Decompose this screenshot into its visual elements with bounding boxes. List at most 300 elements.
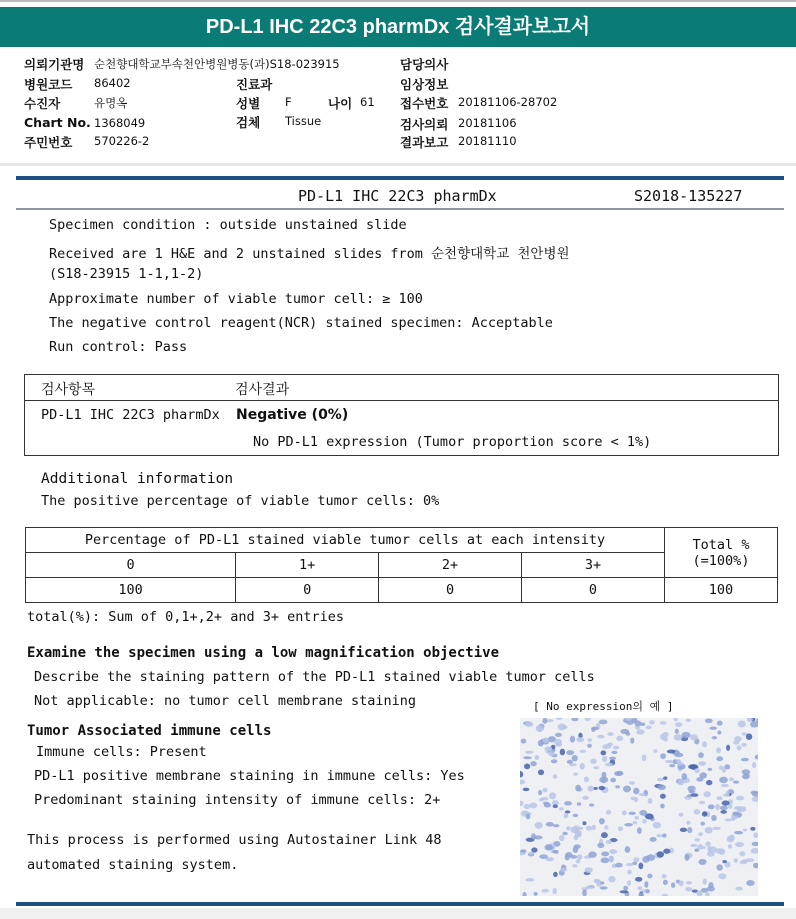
cell-nucleus [674, 753, 683, 757]
cell-nucleus [709, 726, 717, 729]
cell-nucleus [559, 835, 564, 841]
cell-nucleus [604, 825, 608, 829]
cell-nucleus [605, 763, 614, 767]
examine-line: Describe the staining pattern of the PD-L1 stained viable tumor cells [34, 669, 595, 685]
cell-nucleus [577, 802, 581, 805]
cell-nucleus [599, 818, 605, 824]
cell-nucleus [564, 813, 568, 819]
cell-nucleus [660, 804, 665, 809]
cell-nucleus [722, 860, 726, 863]
cell-nucleus [572, 864, 577, 867]
result-detail: No PD-L1 expression (Tumor proportion score < 1%) [253, 434, 652, 450]
cell-nucleus [549, 792, 556, 799]
cell-nucleus [525, 751, 533, 754]
cell-nucleus [623, 785, 631, 792]
cell-nucleus [576, 859, 581, 863]
cell-nucleus [698, 832, 703, 836]
cell-nucleus [663, 732, 669, 737]
cell-nucleus [706, 780, 712, 785]
institution-value: 순천향대학교부속천안병원병동(과)S18-023915 [94, 57, 340, 71]
cell-nucleus [530, 761, 536, 766]
process-line: This process is performed using Autostainer Link 48 [27, 832, 442, 848]
cell-nucleus [542, 718, 547, 724]
report-number: S2018-135227 [634, 187, 743, 205]
cell-nucleus [667, 750, 676, 754]
hospital-code-value: 86402 [94, 76, 131, 90]
cell-nucleus [733, 780, 739, 783]
cell-nucleus [573, 773, 578, 776]
examine-line: Not applicable: no tumor cell membrane staining [34, 693, 417, 709]
cell-nucleus [629, 781, 635, 784]
cell-nucleus [542, 788, 547, 793]
cell-nucleus [584, 776, 589, 782]
cell-nucleus [564, 801, 572, 805]
cell-nucleus [601, 857, 610, 863]
cell-nucleus [525, 722, 534, 727]
cell-nucleus [718, 873, 726, 879]
cell-nucleus [642, 856, 649, 863]
cell-nucleus [707, 768, 712, 771]
cell-nucleus [542, 737, 548, 742]
cell-nucleus [663, 880, 668, 885]
cell-nucleus [595, 879, 600, 884]
age-label: 나이 [328, 96, 353, 111]
cell-nucleus [717, 721, 723, 726]
cell-nucleus [529, 803, 537, 809]
cell-nucleus [720, 806, 728, 811]
cell-nucleus [598, 786, 605, 790]
cell-nucleus [587, 744, 592, 748]
cell-nucleus [698, 761, 706, 766]
cell-nucleus [660, 753, 666, 759]
cell-nucleus [531, 847, 537, 852]
cell-nucleus [743, 828, 747, 831]
cell-nucleus [546, 822, 554, 827]
clinical-label: 임상정보 [400, 77, 449, 92]
request-value: 20181106 [458, 116, 517, 130]
cell-nucleus [702, 812, 708, 817]
process-line: automated staining system. [27, 857, 239, 873]
top-blue-bar [16, 176, 784, 180]
cell-nucleus [607, 732, 614, 736]
cell-nucleus [592, 825, 596, 831]
chart-label: Chart No. [24, 115, 91, 130]
cell-nucleus [734, 831, 743, 835]
cell-nucleus [694, 838, 700, 842]
grey-line [16, 208, 784, 210]
cell-nucleus [734, 858, 738, 863]
cell-nucleus [553, 804, 558, 808]
cell-nucleus [719, 777, 728, 784]
cell-nucleus [599, 777, 608, 783]
cell-nucleus [686, 881, 692, 884]
cell-nucleus [728, 844, 732, 848]
bottom-blue-bar [16, 902, 784, 906]
cell-nucleus [657, 778, 664, 781]
bottom-area [0, 908, 796, 919]
cell-nucleus [575, 831, 581, 838]
intensity-2: 2+ [379, 553, 522, 578]
cell-nucleus [526, 814, 531, 819]
cell-nucleus [606, 840, 612, 844]
cell-nucleus [613, 746, 619, 750]
cell-nucleus [741, 743, 746, 747]
cell-nucleus [699, 801, 706, 804]
cell-nucleus [553, 774, 558, 778]
cell-nucleus [524, 764, 530, 770]
cell-nucleus [566, 826, 571, 830]
detail-line: The negative control reagent(NCR) stained specimen: Acceptable [49, 315, 553, 331]
cell-nucleus [627, 870, 632, 875]
cell-nucleus [560, 868, 568, 872]
cell-nucleus [657, 851, 665, 857]
immune-line: PD-L1 positive membrane staining in immune cells: Yes [34, 768, 465, 784]
result-box [24, 374, 779, 456]
total-header: Total % (=100%) [665, 528, 778, 578]
cell-nucleus [691, 793, 699, 797]
cell-nucleus [684, 854, 689, 861]
cell-nucleus [538, 769, 544, 775]
value-1: 0 [236, 578, 379, 603]
cell-nucleus [679, 880, 684, 886]
cell-nucleus [653, 749, 657, 753]
cell-nucleus [690, 734, 698, 740]
cell-nucleus [630, 738, 634, 744]
cell-nucleus [535, 822, 543, 829]
cell-nucleus [552, 888, 556, 894]
cell-nucleus [716, 796, 722, 800]
detail-line: Approximate number of viable tumor cell: ≥ 100 [49, 291, 423, 307]
cell-nucleus [659, 721, 666, 725]
cell-nucleus [600, 886, 608, 889]
accession-value: 20181106-28702 [458, 95, 558, 109]
cell-nucleus [677, 779, 684, 785]
result-header-item: 검사항목 [41, 382, 96, 398]
cell-nucleus [708, 804, 715, 809]
cell-nucleus [609, 849, 617, 854]
cell-nucleus [642, 755, 647, 761]
cell-nucleus [645, 889, 649, 893]
cell-nucleus [622, 810, 627, 815]
cell-nucleus [705, 841, 710, 846]
cell-nucleus [548, 751, 554, 756]
cell-nucleus [589, 803, 594, 806]
cell-nucleus [579, 750, 586, 753]
cell-nucleus [535, 755, 540, 760]
cell-nucleus [573, 814, 579, 818]
cell-nucleus [601, 832, 608, 838]
total-value: 100 [665, 578, 778, 603]
cell-nucleus [538, 790, 542, 795]
cell-nucleus [657, 784, 666, 790]
cell-nucleus [663, 849, 670, 854]
cell-nucleus [685, 887, 692, 891]
cell-nucleus [722, 766, 727, 773]
cell-nucleus [665, 760, 673, 763]
cell-nucleus [615, 785, 620, 788]
additional-text: The positive percentage of viable tumor cells: 0% [41, 493, 440, 509]
cell-nucleus [716, 747, 721, 753]
cell-nucleus [663, 776, 667, 779]
cell-nucleus [694, 809, 701, 814]
cell-nucleus [671, 882, 675, 888]
detail-line: Received are 1 H&E and 2 unstained slides from 순천향대학교 천안병원 [49, 246, 570, 262]
request-label: 검사의뢰 [400, 117, 449, 132]
cell-nucleus [733, 740, 739, 744]
cell-nucleus [633, 788, 639, 795]
cell-nucleus [727, 836, 735, 843]
cell-nucleus [585, 867, 593, 873]
cell-nucleus [746, 880, 754, 886]
cell-nucleus [712, 827, 721, 830]
cell-nucleus [616, 736, 623, 742]
cell-nucleus [645, 726, 651, 730]
cell-nucleus [648, 798, 653, 804]
cell-nucleus [625, 732, 630, 736]
cell-nucleus [624, 823, 633, 826]
cell-nucleus [576, 737, 584, 742]
image-caption: [ No expression의 예 ] [533, 700, 674, 713]
cell-nucleus [628, 812, 635, 815]
cell-nucleus [699, 772, 707, 778]
report-date-label: 결과보고 [400, 135, 449, 150]
cell-nucleus [725, 818, 732, 821]
cell-nucleus [637, 827, 642, 834]
cell-nucleus [742, 769, 750, 775]
microscopy-image [520, 718, 758, 896]
cell-nucleus [644, 881, 648, 888]
cell-nucleus [551, 759, 558, 763]
cell-nucleus [539, 798, 544, 801]
additional-title: Additional information [41, 471, 234, 487]
cell-nucleus [521, 739, 527, 744]
cell-nucleus [555, 733, 562, 737]
cell-nucleus [606, 810, 611, 815]
cell-nucleus [580, 763, 585, 770]
intensity-table [25, 527, 778, 603]
cell-nucleus [681, 773, 687, 780]
cell-nucleus [559, 807, 564, 810]
name-value: 유명옥 [94, 96, 128, 110]
cell-nucleus [566, 750, 574, 755]
immune-line: Immune cells: Present [36, 744, 207, 760]
cell-nucleus [539, 854, 548, 859]
cell-nucleus [591, 726, 598, 730]
cell-nucleus [544, 746, 552, 751]
cell-nucleus [601, 750, 607, 755]
accession-label: 접수번호 [400, 96, 449, 111]
immune-title: Tumor Associated immune cells [27, 723, 272, 739]
report-title: PD-L1 IHC 22C3 pharmDx 검사결과보고서 [0, 7, 796, 47]
cell-nucleus [752, 762, 756, 768]
cell-nucleus [660, 794, 666, 799]
cell-nucleus [675, 722, 683, 727]
cell-nucleus [625, 846, 631, 853]
cell-nucleus [712, 736, 718, 739]
cell-nucleus [686, 719, 691, 722]
cell-nucleus [707, 846, 711, 852]
cell-nucleus [669, 764, 675, 767]
cell-nucleus [597, 735, 604, 739]
cell-nucleus [638, 862, 643, 869]
institution-label: 의뢰기관명 [24, 57, 85, 72]
cell-nucleus [722, 800, 730, 805]
cell-nucleus [534, 892, 538, 896]
cell-nucleus [698, 859, 706, 865]
cell-nucleus [662, 833, 667, 837]
cell-nucleus [601, 851, 609, 856]
cell-nucleus [717, 730, 721, 734]
table-title: Percentage of PD-L1 stained viable tumor cells at each intensity [26, 528, 665, 553]
id-value: 570226-2 [94, 134, 150, 148]
cell-nucleus [611, 751, 617, 754]
cell-nucleus [740, 860, 748, 864]
age-value: 61 [360, 95, 375, 109]
examine-title: Examine the specimen using a low magnification objective [27, 645, 500, 661]
id-label: 주민번호 [24, 135, 73, 150]
cell-nucleus [597, 843, 604, 848]
cell-nucleus [726, 745, 730, 751]
cell-nucleus [552, 850, 557, 853]
cell-nucleus [555, 743, 561, 747]
cell-nucleus [723, 793, 729, 796]
cell-nucleus [686, 821, 690, 825]
cell-nucleus [742, 774, 750, 779]
cell-nucleus [694, 768, 700, 773]
value-3: 0 [522, 578, 665, 603]
cell-nucleus [544, 803, 551, 808]
cell-nucleus [728, 804, 732, 809]
cell-nucleus [572, 755, 578, 762]
doctor-label: 담당의사 [400, 57, 449, 72]
cell-nucleus [608, 876, 615, 882]
cell-nucleus [716, 756, 723, 761]
cell-nucleus [682, 732, 691, 738]
detail-line: Specimen condition : outside unstained slide [49, 217, 407, 233]
cell-nucleus [649, 720, 655, 724]
name-label: 수진자 [24, 96, 61, 111]
cell-nucleus [599, 720, 608, 725]
cell-nucleus [638, 886, 643, 890]
cell-nucleus [523, 756, 532, 759]
cell-nucleus [577, 854, 582, 859]
cell-nucleus [739, 851, 745, 856]
cell-nucleus [639, 793, 646, 796]
cell-nucleus [688, 764, 697, 769]
cell-nucleus [600, 881, 604, 884]
cell-nucleus [609, 856, 614, 863]
cell-nucleus [675, 729, 679, 734]
cell-nucleus [525, 878, 534, 882]
cell-nucleus [575, 785, 581, 792]
cell-nucleus [636, 729, 644, 734]
cell-nucleus [678, 813, 683, 817]
test-name: PD-L1 IHC 22C3 pharmDx [298, 187, 497, 205]
cell-nucleus [703, 879, 707, 885]
cell-nucleus [602, 756, 607, 762]
cell-nucleus [602, 744, 611, 749]
cell-nucleus [541, 889, 549, 893]
cell-nucleus [553, 872, 558, 877]
dept-label: 진료과 [236, 77, 273, 92]
specimen-label: 검체 [236, 115, 261, 130]
intensity-1: 1+ [236, 553, 379, 578]
table-row [26, 578, 778, 603]
immune-line: Predominant staining intensity of immune cells: 2+ [34, 792, 441, 808]
cell-nucleus [642, 819, 647, 824]
cell-nucleus [633, 857, 639, 862]
cell-nucleus [635, 877, 642, 882]
cell-nucleus [738, 721, 746, 728]
cell-nucleus [616, 771, 623, 776]
table-note: total(%): Sum of 0,1+,2+ and 3+ entries [27, 609, 344, 625]
cell-nucleus [716, 864, 722, 871]
cell-nucleus [582, 821, 586, 825]
cell-nucleus [753, 832, 758, 838]
cell-nucleus [570, 736, 575, 743]
cell-nucleus [741, 758, 749, 762]
detail-line: (S18-23915 1-1,1-2) [49, 266, 204, 282]
cell-nucleus [746, 733, 752, 740]
cell-nucleus [559, 725, 567, 729]
cell-nucleus [687, 827, 692, 833]
cell-nucleus [536, 725, 544, 732]
cell-nucleus [582, 796, 589, 800]
cell-nucleus [735, 842, 744, 847]
cell-nucleus [721, 784, 729, 787]
value-2: 0 [379, 578, 522, 603]
cell-nucleus [565, 854, 570, 861]
cell-nucleus [560, 749, 565, 756]
cell-nucleus [674, 734, 683, 740]
cell-nucleus [593, 766, 599, 769]
cell-nucleus [639, 810, 647, 816]
cell-nucleus [620, 890, 629, 893]
cell-nucleus [656, 834, 662, 837]
intensity-3: 3+ [522, 553, 665, 578]
cell-nucleus [705, 827, 713, 834]
cell-nucleus [610, 778, 616, 783]
cell-nucleus [676, 759, 681, 765]
cell-nucleus [573, 825, 580, 831]
cell-nucleus [615, 863, 622, 868]
cell-nucleus [562, 832, 567, 835]
detail-line: Run control: Pass [49, 339, 188, 355]
cell-nucleus [528, 852, 533, 855]
cell-nucleus [633, 821, 637, 824]
cell-nucleus [711, 815, 716, 821]
divider [0, 163, 796, 166]
result-header-result: 검사결과 [235, 382, 290, 398]
cell-nucleus [524, 804, 530, 809]
result-item: PD-L1 IHC 22C3 pharmDx [41, 407, 220, 423]
cell-nucleus [520, 849, 526, 852]
cell-nucleus [531, 833, 536, 839]
sex-label: 성별 [236, 96, 261, 111]
cell-nucleus [544, 844, 553, 850]
cell-nucleus [647, 874, 652, 879]
cell-nucleus [626, 863, 634, 866]
cell-nucleus [523, 788, 530, 792]
cell-nucleus [662, 874, 667, 878]
cell-nucleus [715, 804, 720, 811]
cell-nucleus [631, 796, 635, 800]
cell-nucleus [700, 822, 705, 826]
cell-nucleus [574, 844, 581, 849]
cell-nucleus [697, 844, 703, 850]
cell-nucleus [634, 816, 639, 820]
hospital-code-label: 병원코드 [24, 77, 73, 92]
